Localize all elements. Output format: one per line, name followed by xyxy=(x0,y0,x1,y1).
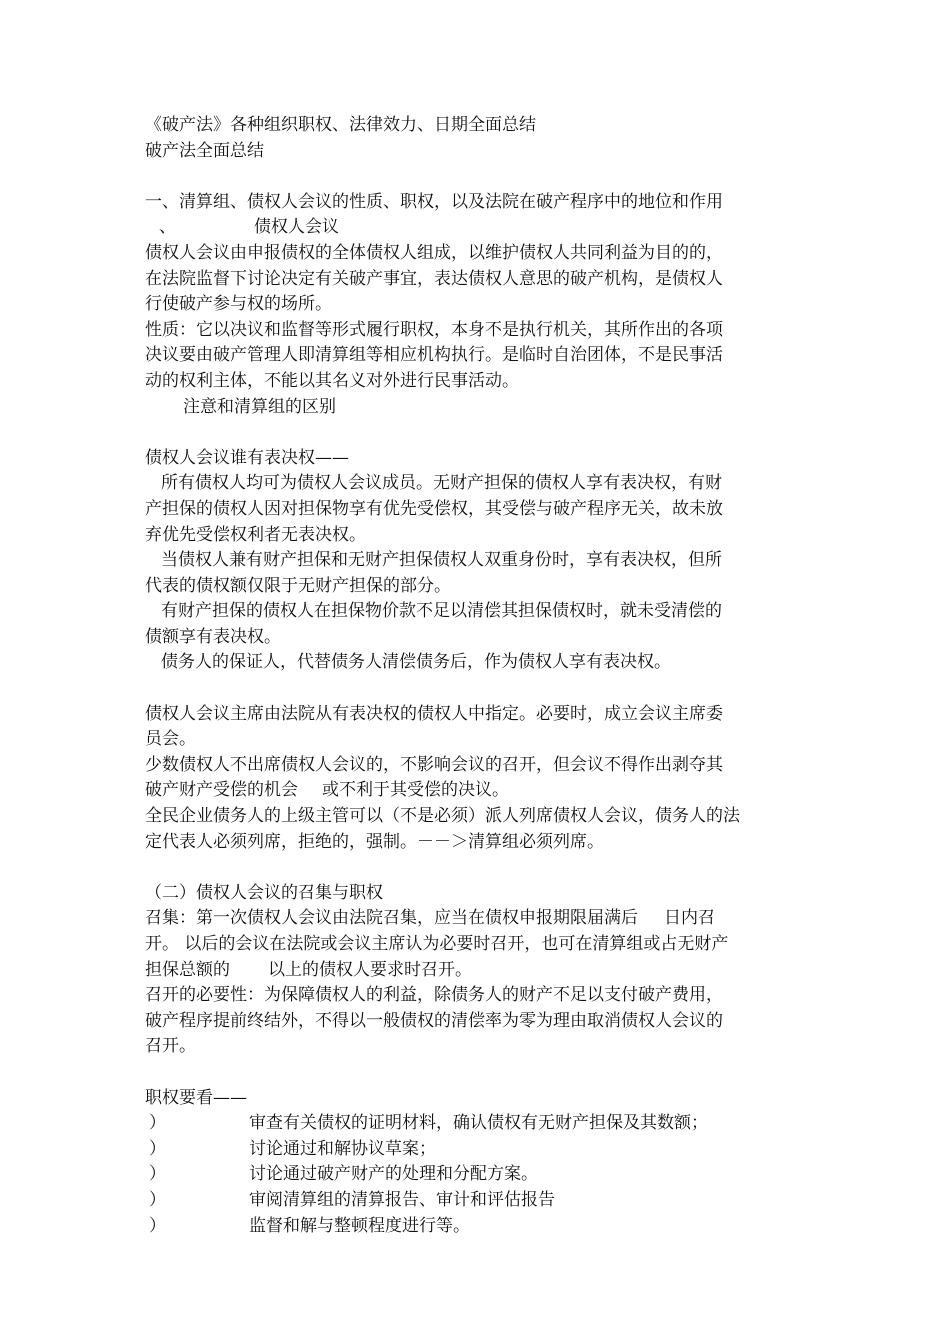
list-marker: ） xyxy=(149,1215,166,1236)
nature-line: 动的权利主体，不能以其名义对外进行民事活动。 xyxy=(145,370,519,391)
absence-line xyxy=(145,778,810,804)
powers-heading: 职权要看—— xyxy=(145,1087,247,1108)
list-item-text: 监督和解与整顿程度进行等。 xyxy=(249,1215,470,1236)
convene-line xyxy=(145,906,810,932)
list-marker: ） xyxy=(149,1189,166,1210)
list-marker: ） xyxy=(149,1138,166,1159)
list-item-text: 审阅清算组的清算报告、审计和评估报告 xyxy=(249,1189,555,1210)
necessity-line: 召开的必要性：为保障债权人的利益，除债务人的财产不足以支付破产费用， xyxy=(145,985,723,1006)
section1-heading: 一、清算组、债权人会议的性质、职权，以及法院在破产程序中的地位和作用 xyxy=(145,191,723,212)
convene-line-part: 召集：第一次债权人会议由法院召集，应当在债权申报期限届满后 xyxy=(145,908,638,929)
state-enterprise-line: 定代表人必须列席，拒绝的，强制。－－＞清算组必须列席。 xyxy=(145,831,604,852)
section2-heading: （二）债权人会议的召集与职权 xyxy=(145,882,383,903)
necessity-line: 召开。 xyxy=(145,1036,196,1057)
blank-line xyxy=(145,855,810,881)
note-line: 注意和清算组的区别 xyxy=(183,396,336,417)
powers-list-item xyxy=(145,1111,810,1137)
powers-list-item xyxy=(145,1214,810,1240)
list-item-text: 讨论通过破产财产的处理和分配方案。 xyxy=(249,1164,538,1185)
state-enterprise-line: 全民企业债务人的上级主管可以（不是必须）派人列席债权人会议，债务人的法 xyxy=(145,806,740,827)
voting-paragraph-line: 债额享有表决权。 xyxy=(145,626,281,647)
section1-sub-prefix: 、 xyxy=(159,217,176,238)
convene-line-part: 担保总额的 xyxy=(145,959,230,980)
voting-paragraph-line: 产担保的债权人因对担保物享有优先受偿权，其受偿与破产程序无关，故未放 xyxy=(145,498,723,519)
absence-line-part: 破产财产受偿的机会 xyxy=(145,780,298,801)
nature-line: 决议要由破产管理人即清算组等相应机构执行。是临时自治团体，不是民事活 xyxy=(145,345,723,366)
blank-line xyxy=(145,676,810,702)
voting-paragraph-line: 有财产担保的债权人在担保物价款不足以清偿其担保债权时，就未受清偿的 xyxy=(161,601,722,622)
section1-subheading xyxy=(145,215,810,241)
absence-line: 少数债权人不出席债权人会议的，不影响会议的召开，但会议不得作出剥夺其 xyxy=(145,754,723,775)
document-title: 《破产法》各种组织职权、法律效力、日期全面总结 xyxy=(145,115,536,135)
blank-line xyxy=(145,1060,810,1086)
blank-line xyxy=(145,164,810,190)
voting-paragraph-line: 弃优先受偿权利者无表决权。 xyxy=(145,524,366,545)
convene-line-part: 日内召 xyxy=(664,908,715,929)
necessity-line: 破产程序提前终结外，不得以一般债权的清偿率为零为理由取消债权人会议的 xyxy=(145,1010,723,1031)
list-item-text: 讨论通过和解协议草案； xyxy=(249,1138,436,1159)
nature-line: 性质：它以决议和监督等形式履行职权，本身不是执行机关，其所作出的各项 xyxy=(145,319,723,340)
convene-line xyxy=(145,958,810,984)
powers-list-item xyxy=(145,1188,810,1214)
definition-line: 债权人会议由申报债权的全体债权人组成，以维护债权人共同利益为目的的， xyxy=(145,242,723,263)
voting-heading: 债权人会议谁有表决权—— xyxy=(145,447,349,468)
absence-line-part: 或不利于其受偿的决议。 xyxy=(322,780,509,801)
definition-line: 行使破产参与权的场所。 xyxy=(145,294,332,315)
document-subtitle: 破产法全面总结 xyxy=(145,140,264,161)
powers-list-item xyxy=(145,1137,810,1163)
voting-paragraph-line: 当债权人兼有财产担保和无财产担保债权人双重身份时，享有表决权，但所 xyxy=(161,550,722,571)
chair-line: 员会。 xyxy=(145,729,196,750)
chair-line: 债权人会议主席由法院从有表决权的债权人中指定。必要时，成立会议主席委 xyxy=(145,703,723,724)
list-item-text: 审查有关债权的证明材料，确认债权有无财产担保及其数额； xyxy=(249,1113,708,1134)
voting-paragraph-line: 代表的债权额仅限于无财产担保的部分。 xyxy=(145,575,451,596)
convene-line: 开。 以后的会议在法院或会议主席认为必要时召开，也可在清算组或占无财产 xyxy=(145,934,729,954)
convene-line-part: 以上的债权人要求时召开。 xyxy=(268,959,472,980)
list-marker: ） xyxy=(149,1113,166,1134)
blank-line xyxy=(145,420,810,446)
voting-paragraph-line: 债务人的保证人，代替债务人清偿债务后，作为债权人享有表决权。 xyxy=(161,652,671,673)
list-marker: ） xyxy=(149,1164,166,1185)
voting-paragraph-line: 所有债权人均可为债权人会议成员。无财产担保的债权人享有表决权，有财 xyxy=(161,473,722,494)
document-page xyxy=(145,113,810,1239)
powers-list-item xyxy=(145,1162,810,1188)
section1-sub-label: 债权人会议 xyxy=(254,217,339,238)
definition-line: 在法院监督下讨论决定有关破产事宜，表达债权人意思的破产机构，是债权人 xyxy=(145,268,723,289)
